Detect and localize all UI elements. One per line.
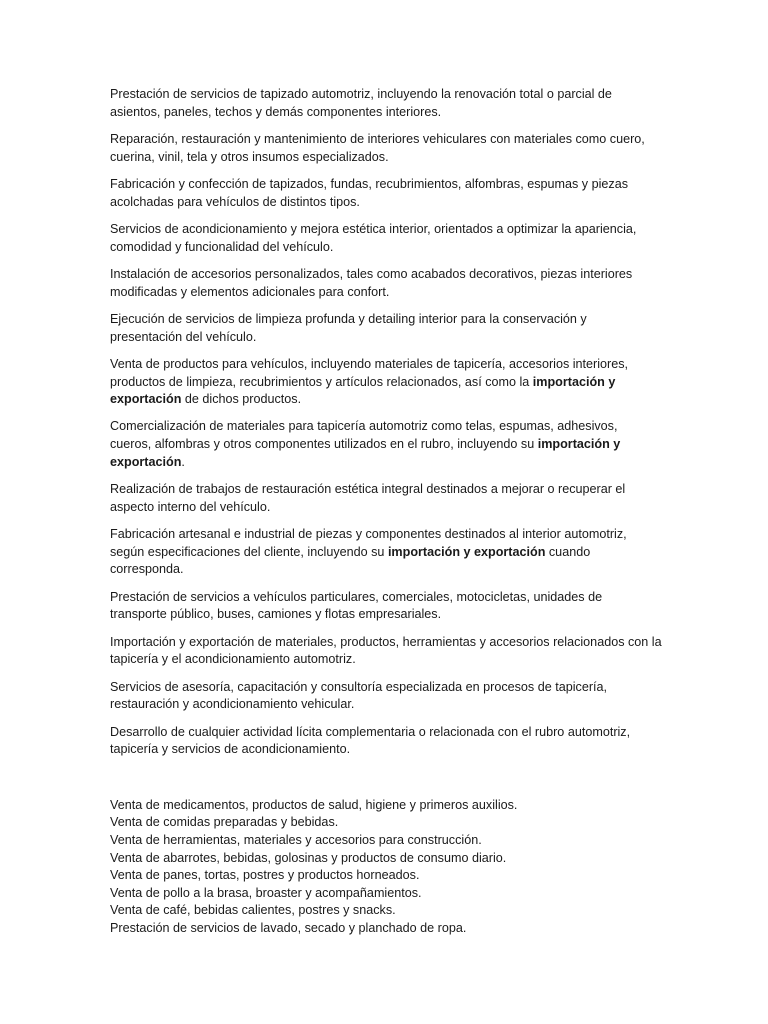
paragraph bbox=[110, 526, 662, 579]
paragraph bbox=[110, 356, 662, 409]
paragraph-text: Instalación de accesorios personalizados, tales como acabados decorativos, piezas interiores modificadas y elementos adicionales para confort. bbox=[110, 266, 633, 299]
paragraph-text: Fabricación artesanal e industrial de piezas y componentes destinados al interior automotriz, según especificaciones del cliente, incluyendo su bbox=[110, 527, 627, 559]
list-item: Venta de medicamentos, productos de salud, higiene y primeros auxilios. bbox=[110, 797, 518, 812]
bold-text: importación y exportación bbox=[110, 437, 621, 469]
paragraph-text: Reparación, restauración y mantenimiento de interiores vehiculares con materiales como cuero, cuerina, vinil, tela y otros insumos especializados. bbox=[110, 131, 645, 164]
paragraph-text: de dichos productos. bbox=[181, 392, 302, 407]
paragraph-text: . bbox=[181, 454, 185, 469]
paragraph bbox=[110, 176, 662, 211]
paragraph-text: Prestación de servicios de tapizado automotriz, incluyendo la renovación total o parcial de asientos, paneles, techos y demás componentes interiores. bbox=[110, 87, 612, 119]
list-item: Venta de abarrotes, bebidas, golosinas y productos de consumo diario. bbox=[110, 850, 507, 865]
paragraph-text: Importación y exportación de materiales, productos, herramientas y accesorios relacionados con la tapicería y el acondicionamiento automotriz. bbox=[110, 634, 662, 667]
paragraph-list bbox=[110, 86, 662, 759]
document-body bbox=[110, 86, 662, 938]
paragraph bbox=[110, 131, 662, 166]
list-item: Venta de herramientas, materiales y accesorios para construcción. bbox=[110, 832, 482, 847]
list-item: Prestación de servicios de lavado, secado y planchado de ropa. bbox=[110, 920, 467, 935]
paragraph bbox=[110, 311, 662, 346]
paragraph bbox=[110, 266, 662, 301]
list-item: Venta de café, bebidas calientes, postres y snacks. bbox=[110, 903, 396, 918]
paragraph bbox=[110, 679, 662, 714]
paragraph-text: Desarrollo de cualquier actividad lícita complementaria o relacionada con el rubro automotriz, tapicería y servicios de acondicionamiento. bbox=[110, 724, 631, 757]
paragraph-text: Fabricación y confección de tapizados, fundas, recubrimientos, alfombras, espumas y piezas acolchadas para vehículos de distintos tipos. bbox=[110, 176, 629, 209]
paragraph-text: Servicios de asesoría, capacitación y consultoría especializada en procesos de tapicería, restauración y acondicionamiento vehicular. bbox=[110, 679, 608, 712]
paragraph bbox=[110, 221, 662, 256]
list-item: Venta de comidas preparadas y bebidas. bbox=[110, 815, 339, 830]
paragraph-text: Realización de trabajos de restauración estética integral destinados a mejorar o recuperar el aspecto interno del vehículo. bbox=[110, 482, 626, 514]
paragraph bbox=[110, 418, 662, 471]
bold-text: importación y exportación bbox=[110, 374, 616, 407]
paragraph-text: Ejecución de servicios de limpieza profunda y detailing interior para la conservación y presentación del vehículo. bbox=[110, 311, 587, 344]
list-item: Venta de panes, tortas, postres y productos horneados. bbox=[110, 868, 420, 883]
bold-text: importación y exportación bbox=[387, 544, 546, 559]
paragraph bbox=[110, 86, 662, 121]
paragraph-text: cuando corresponda. bbox=[110, 544, 591, 577]
paragraph bbox=[110, 634, 662, 669]
paragraph bbox=[110, 481, 662, 516]
services-list bbox=[110, 797, 662, 938]
paragraph bbox=[110, 589, 662, 624]
paragraph-text: Venta de productos para vehículos, incluyendo materiales de tapicería, accesorios interiores, productos de limpieza, recubrimientos y artículos relacionados, así como la bbox=[110, 356, 629, 389]
paragraph-text: Servicios de acondicionamiento y mejora estética interior, orientados a optimizar la apariencia, comodidad y funcionalidad del vehículo. bbox=[110, 221, 637, 254]
paragraph-text: Comercialización de materiales para tapicería automotriz como telas, espumas, adhesivos, cueros, alfombras y otros componentes utilizados en el rubro, incluyendo su bbox=[110, 419, 618, 452]
list-item: Venta de pollo a la brasa, broaster y acompañamientos. bbox=[110, 885, 422, 900]
paragraph-text: Prestación de servicios a vehículos particulares, comerciales, motocicletas, unidades de transporte público, buses, camiones y flotas empresariales. bbox=[110, 589, 603, 622]
paragraph bbox=[110, 724, 662, 759]
